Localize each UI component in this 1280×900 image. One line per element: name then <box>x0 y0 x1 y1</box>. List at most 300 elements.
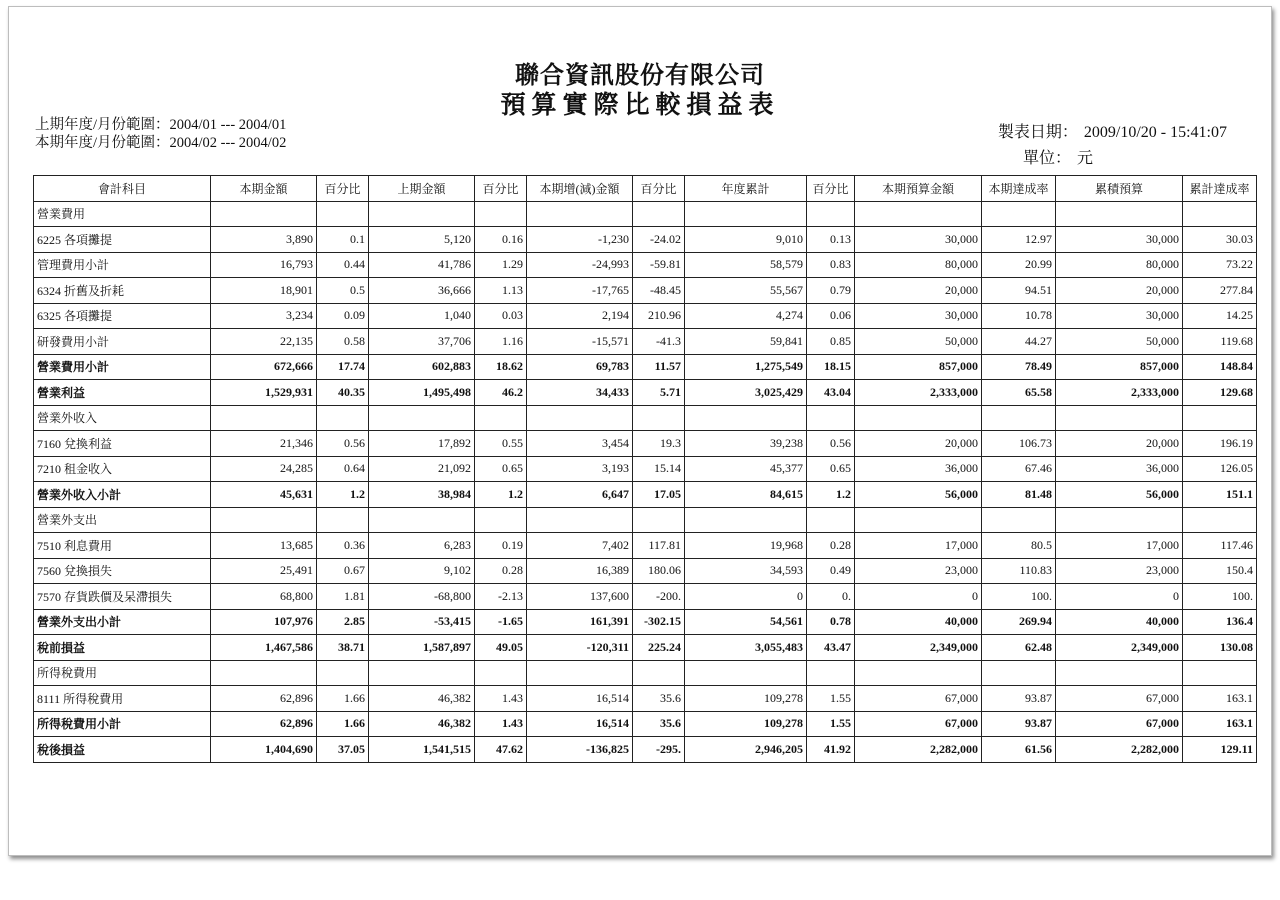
table-cell <box>211 201 317 227</box>
table-cell: 67,000 <box>1056 711 1183 737</box>
table-cell: 30,000 <box>1056 303 1183 329</box>
table-cell: 196.19 <box>1183 431 1257 457</box>
table-cell: 2,333,000 <box>1056 380 1183 406</box>
table-row <box>34 201 1257 227</box>
table-cell <box>855 201 982 227</box>
table-cell <box>317 405 369 431</box>
table-cell: 47.62 <box>475 737 527 763</box>
table-cell: 58,579 <box>685 252 807 278</box>
table-cell: 21,092 <box>369 456 475 482</box>
table-cell <box>807 201 855 227</box>
table-cell <box>807 507 855 533</box>
table-cell: 50,000 <box>1056 329 1183 355</box>
column-header: 累計達成率 <box>1183 176 1257 202</box>
table-row <box>34 329 1257 355</box>
table-cell <box>1183 201 1257 227</box>
table-cell <box>1056 660 1183 686</box>
table-row <box>34 609 1257 635</box>
table-cell <box>527 405 633 431</box>
account-name: 所得稅費用 <box>34 660 211 686</box>
table-cell: 36,000 <box>1056 456 1183 482</box>
table-cell: 37,706 <box>369 329 475 355</box>
table-cell: 1.81 <box>317 584 369 610</box>
table-cell: 45,377 <box>685 456 807 482</box>
table-cell: 110.83 <box>982 558 1056 584</box>
table-cell: 117.81 <box>633 533 685 559</box>
table-cell: 225.24 <box>633 635 685 661</box>
table-cell: 17,000 <box>855 533 982 559</box>
table-cell <box>527 507 633 533</box>
table-cell: 126.05 <box>1183 456 1257 482</box>
account-name: 7560 兌換損失 <box>34 558 211 584</box>
table-cell: 13,685 <box>211 533 317 559</box>
account-name: 6324 折舊及折耗 <box>34 278 211 304</box>
account-name: 管理費用小計 <box>34 252 211 278</box>
table-cell: 1.2 <box>317 482 369 508</box>
table-cell: 36,666 <box>369 278 475 304</box>
table-cell: 672,666 <box>211 354 317 380</box>
table-cell: -302.15 <box>633 609 685 635</box>
table-cell: 81.48 <box>982 482 1056 508</box>
table-cell: 78.49 <box>982 354 1056 380</box>
table-cell: 130.08 <box>1183 635 1257 661</box>
table-cell: 67,000 <box>1056 686 1183 712</box>
table-row <box>34 431 1257 457</box>
table-cell: 20,000 <box>855 431 982 457</box>
table-cell: -17,765 <box>527 278 633 304</box>
table-cell: 0.28 <box>807 533 855 559</box>
table-cell: 67.46 <box>982 456 1056 482</box>
table-cell: 16,514 <box>527 686 633 712</box>
table-cell <box>317 201 369 227</box>
curr-range-value: 2004/02 --- 2004/02 <box>169 135 287 151</box>
column-header: 百分比 <box>633 176 685 202</box>
table-cell: 23,000 <box>1056 558 1183 584</box>
table-cell: 0.55 <box>475 431 527 457</box>
table-cell: 0.65 <box>807 456 855 482</box>
table-cell: 16,793 <box>211 252 317 278</box>
table-cell: 34,433 <box>527 380 633 406</box>
table-cell: 136.4 <box>1183 609 1257 635</box>
table-cell: 0.44 <box>317 252 369 278</box>
table-cell: -200. <box>633 584 685 610</box>
table-cell: 55,567 <box>685 278 807 304</box>
table-cell: 107,976 <box>211 609 317 635</box>
table-cell <box>369 660 475 686</box>
table-cell: 84,615 <box>685 482 807 508</box>
table-cell: 9,010 <box>685 227 807 253</box>
table-row <box>34 303 1257 329</box>
period-ranges <box>35 116 286 152</box>
table-cell: 857,000 <box>855 354 982 380</box>
table-row <box>34 584 1257 610</box>
table-cell: -24.02 <box>633 227 685 253</box>
table-cell: 9,102 <box>369 558 475 584</box>
table-cell: 5.71 <box>633 380 685 406</box>
account-name: 營業外支出小計 <box>34 609 211 635</box>
table-cell <box>1183 405 1257 431</box>
table-cell: 56,000 <box>1056 482 1183 508</box>
table-cell: 39,238 <box>685 431 807 457</box>
curr-range-label: 本期年度/月份範圍： <box>35 135 170 151</box>
account-name: 7510 利息費用 <box>34 533 211 559</box>
date-value: 2009/10/20 - 15:41:07 <box>1083 124 1227 141</box>
table-cell: 137,600 <box>527 584 633 610</box>
table-cell: 1.43 <box>475 711 527 737</box>
table-cell: 2,282,000 <box>1056 737 1183 763</box>
table-cell: 10.78 <box>982 303 1056 329</box>
table-cell: 65.58 <box>982 380 1056 406</box>
table-cell: 1.2 <box>475 482 527 508</box>
table-cell <box>475 660 527 686</box>
table-row <box>34 507 1257 533</box>
table-cell: 20,000 <box>1056 278 1183 304</box>
table-cell: -41.3 <box>633 329 685 355</box>
table-cell: 18.62 <box>475 354 527 380</box>
table-cell <box>633 507 685 533</box>
account-name: 營業費用 <box>34 201 211 227</box>
table-cell: 0 <box>1056 584 1183 610</box>
account-name: 7210 租金收入 <box>34 456 211 482</box>
table-cell: 18.15 <box>807 354 855 380</box>
table-cell: 3,025,429 <box>685 380 807 406</box>
table-cell: 93.87 <box>982 686 1056 712</box>
table-cell: 20,000 <box>855 278 982 304</box>
table-row <box>34 635 1257 661</box>
table-cell: 36,000 <box>855 456 982 482</box>
table-cell <box>369 405 475 431</box>
table-cell <box>1056 201 1183 227</box>
table-cell: 100. <box>982 584 1056 610</box>
table-cell: 1.13 <box>475 278 527 304</box>
table-cell: 62,896 <box>211 686 317 712</box>
table-cell: 1,587,897 <box>369 635 475 661</box>
table-cell: 0.56 <box>317 431 369 457</box>
table-cell: 46.2 <box>475 380 527 406</box>
table-cell: 109,278 <box>685 711 807 737</box>
table-cell: 23,000 <box>855 558 982 584</box>
table-cell: 35.6 <box>633 711 685 737</box>
table-cell <box>685 405 807 431</box>
table-cell: 21,346 <box>211 431 317 457</box>
table-cell: 0. <box>807 584 855 610</box>
table-cell: 0.36 <box>317 533 369 559</box>
table-cell: -24,993 <box>527 252 633 278</box>
column-header: 本期金額 <box>211 176 317 202</box>
table-row <box>34 278 1257 304</box>
table-cell: 0.5 <box>317 278 369 304</box>
table-cell: 61.56 <box>982 737 1056 763</box>
table-cell <box>211 507 317 533</box>
table-cell: 163.1 <box>1183 686 1257 712</box>
table-cell: -2.13 <box>475 584 527 610</box>
table-cell: 43.47 <box>807 635 855 661</box>
table-cell: 0.09 <box>317 303 369 329</box>
account-name: 稅後損益 <box>34 737 211 763</box>
table-cell <box>369 201 475 227</box>
table-cell: 17.74 <box>317 354 369 380</box>
table-cell <box>1056 405 1183 431</box>
table-cell: 62.48 <box>982 635 1056 661</box>
column-header: 百分比 <box>475 176 527 202</box>
table-cell: 163.1 <box>1183 711 1257 737</box>
table-cell: 56,000 <box>855 482 982 508</box>
table-cell: 35.6 <box>633 686 685 712</box>
account-name: 6225 各項攤提 <box>34 227 211 253</box>
table-cell: 30.03 <box>1183 227 1257 253</box>
income-statement-table <box>33 175 1257 763</box>
table-cell: 45,631 <box>211 482 317 508</box>
table-cell: 4,274 <box>685 303 807 329</box>
account-name: 營業外收入 <box>34 405 211 431</box>
table-cell: 857,000 <box>1056 354 1183 380</box>
table-cell <box>855 507 982 533</box>
table-cell: 18,901 <box>211 278 317 304</box>
table-cell: 1.16 <box>475 329 527 355</box>
table-cell: 0.06 <box>807 303 855 329</box>
table-cell: 109,278 <box>685 686 807 712</box>
table-cell: -48.45 <box>633 278 685 304</box>
table-cell <box>982 201 1056 227</box>
table-cell: -120,311 <box>527 635 633 661</box>
table-cell: 67,000 <box>855 711 982 737</box>
table-cell: 2,282,000 <box>855 737 982 763</box>
table-cell <box>685 660 807 686</box>
table-row <box>34 711 1257 737</box>
table-cell <box>807 405 855 431</box>
table-cell: 148.84 <box>1183 354 1257 380</box>
date-label: 製表日期： <box>997 124 1078 141</box>
table-cell: 2,333,000 <box>855 380 982 406</box>
table-cell <box>369 507 475 533</box>
table-cell: 5,120 <box>369 227 475 253</box>
table-cell: 0 <box>855 584 982 610</box>
table-cell: 20,000 <box>1056 431 1183 457</box>
table-cell: 17,892 <box>369 431 475 457</box>
table-cell: -68,800 <box>369 584 475 610</box>
table-cell: -15,571 <box>527 329 633 355</box>
table-cell <box>685 507 807 533</box>
table-cell: 0.65 <box>475 456 527 482</box>
table-cell: -1,230 <box>527 227 633 253</box>
table-cell: 0.67 <box>317 558 369 584</box>
column-header: 累積預算 <box>1056 176 1183 202</box>
table-cell: 1.66 <box>317 686 369 712</box>
table-cell: 67,000 <box>855 686 982 712</box>
table-row <box>34 354 1257 380</box>
column-header: 本期達成率 <box>982 176 1056 202</box>
table-cell: 3,055,483 <box>685 635 807 661</box>
prev-range-label: 上期年度/月份範圍： <box>35 117 170 133</box>
table-cell <box>211 660 317 686</box>
account-name: 7570 存貨跌價及呆滯損失 <box>34 584 211 610</box>
table-cell: 59,841 <box>685 329 807 355</box>
account-name: 6325 各項攤提 <box>34 303 211 329</box>
table-cell: 80,000 <box>1056 252 1183 278</box>
account-name: 營業外收入小計 <box>34 482 211 508</box>
account-name: 7160 兌換利益 <box>34 431 211 457</box>
unit-label: 單位： <box>1022 150 1071 167</box>
table-cell: 1,495,498 <box>369 380 475 406</box>
table-cell: 16,389 <box>527 558 633 584</box>
table-cell: 44.27 <box>982 329 1056 355</box>
table-cell: 1,275,549 <box>685 354 807 380</box>
column-header: 本期預算金額 <box>855 176 982 202</box>
table-cell: 0.19 <box>475 533 527 559</box>
table-cell: 46,382 <box>369 686 475 712</box>
table-cell <box>475 507 527 533</box>
column-header: 百分比 <box>807 176 855 202</box>
table-cell: 41.92 <box>807 737 855 763</box>
table-row <box>34 533 1257 559</box>
table-cell: 12.97 <box>982 227 1056 253</box>
table-cell: -59.81 <box>633 252 685 278</box>
table-cell: 100. <box>1183 584 1257 610</box>
table-cell <box>211 405 317 431</box>
table-cell: 69,783 <box>527 354 633 380</box>
table-cell: 80,000 <box>855 252 982 278</box>
table-cell: 38,984 <box>369 482 475 508</box>
table-row <box>34 405 1257 431</box>
table-cell <box>475 201 527 227</box>
table-cell: 3,890 <box>211 227 317 253</box>
column-header: 本期增(減)金額 <box>527 176 633 202</box>
report-title: 預算實際比較損益表 <box>500 92 780 119</box>
table-cell: -1.65 <box>475 609 527 635</box>
report-unit <box>998 146 1227 172</box>
table-cell: 277.84 <box>1183 278 1257 304</box>
table-row <box>34 686 1257 712</box>
table-cell: 93.87 <box>982 711 1056 737</box>
table-cell: 0.85 <box>807 329 855 355</box>
table-cell: 129.68 <box>1183 380 1257 406</box>
table-cell: 30,000 <box>855 303 982 329</box>
table-cell: 3,193 <box>527 456 633 482</box>
company-title: 聯合資訊股份有限公司 <box>515 63 765 89</box>
curr-period-range <box>35 134 286 152</box>
table-cell: 6,647 <box>527 482 633 508</box>
account-name: 稅前損益 <box>34 635 211 661</box>
column-header: 年度累計 <box>685 176 807 202</box>
column-header: 百分比 <box>317 176 369 202</box>
table-cell: 6,283 <box>369 533 475 559</box>
table-cell: 7,402 <box>527 533 633 559</box>
table-cell: 0.49 <box>807 558 855 584</box>
table-cell <box>527 660 633 686</box>
table-row <box>34 558 1257 584</box>
table-cell <box>982 660 1056 686</box>
account-name: 8111 所得稅費用 <box>34 686 211 712</box>
table-cell <box>1183 660 1257 686</box>
table-cell: 1.66 <box>317 711 369 737</box>
table-cell: 0.78 <box>807 609 855 635</box>
table-cell <box>982 405 1056 431</box>
table-cell: 2,349,000 <box>1056 635 1183 661</box>
table-cell: 1,529,931 <box>211 380 317 406</box>
table-cell: 0.03 <box>475 303 527 329</box>
table-cell <box>1056 507 1183 533</box>
table-cell: 1,404,690 <box>211 737 317 763</box>
table-cell: 50,000 <box>855 329 982 355</box>
table-cell: 117.46 <box>1183 533 1257 559</box>
table-cell: 0.56 <box>807 431 855 457</box>
table-cell: 0.79 <box>807 278 855 304</box>
table-cell: 150.4 <box>1183 558 1257 584</box>
table-cell: 68,800 <box>211 584 317 610</box>
report-sheet <box>8 6 1272 856</box>
table-cell: 180.06 <box>633 558 685 584</box>
table-row <box>34 737 1257 763</box>
table-cell: 41,786 <box>369 252 475 278</box>
account-name: 研發費用小計 <box>34 329 211 355</box>
table-cell: 43.04 <box>807 380 855 406</box>
table-cell: 73.22 <box>1183 252 1257 278</box>
prev-period-range <box>35 116 286 134</box>
unit-value: 元 <box>1076 150 1093 167</box>
table-cell: 19,968 <box>685 533 807 559</box>
table-cell: 0.16 <box>475 227 527 253</box>
table-cell: -136,825 <box>527 737 633 763</box>
table-cell: 1,040 <box>369 303 475 329</box>
table-cell: 80.5 <box>982 533 1056 559</box>
table-header-row <box>34 176 1257 202</box>
table-cell: 15.14 <box>633 456 685 482</box>
table-cell <box>317 507 369 533</box>
account-name: 營業費用小計 <box>34 354 211 380</box>
table-cell: 17,000 <box>1056 533 1183 559</box>
table-cell: 40,000 <box>1056 609 1183 635</box>
account-name: 所得稅費用小計 <box>34 711 211 737</box>
table-cell: 49.05 <box>475 635 527 661</box>
table-cell: 24,285 <box>211 456 317 482</box>
table-cell: 16,514 <box>527 711 633 737</box>
table-row <box>34 227 1257 253</box>
table-row <box>34 660 1257 686</box>
table-cell: 2,946,205 <box>685 737 807 763</box>
table-cell: 0.64 <box>317 456 369 482</box>
table-cell <box>633 201 685 227</box>
table-cell: 22,135 <box>211 329 317 355</box>
account-name: 營業利益 <box>34 380 211 406</box>
table-cell: 2,349,000 <box>855 635 982 661</box>
table-cell: 0.13 <box>807 227 855 253</box>
table-row <box>34 380 1257 406</box>
table-cell <box>1183 507 1257 533</box>
column-header: 會計科目 <box>34 176 211 202</box>
table-cell: 3,234 <box>211 303 317 329</box>
table-cell <box>475 405 527 431</box>
table-cell: 0.28 <box>475 558 527 584</box>
table-cell: 269.94 <box>982 609 1056 635</box>
table-cell <box>855 405 982 431</box>
table-cell: 1.29 <box>475 252 527 278</box>
table-cell: 0.1 <box>317 227 369 253</box>
table-cell: 30,000 <box>855 227 982 253</box>
table-cell: 0.58 <box>317 329 369 355</box>
table-cell: 20.99 <box>982 252 1056 278</box>
table-cell: -53,415 <box>369 609 475 635</box>
table-cell: -295. <box>633 737 685 763</box>
table-cell: 1,467,586 <box>211 635 317 661</box>
table-row <box>34 252 1257 278</box>
table-cell: 11.57 <box>633 354 685 380</box>
report-date <box>998 120 1227 146</box>
table-cell <box>982 507 1056 533</box>
account-name: 營業外支出 <box>34 507 211 533</box>
table-cell: 54,561 <box>685 609 807 635</box>
table-cell: 62,896 <box>211 711 317 737</box>
table-cell: 2.85 <box>317 609 369 635</box>
